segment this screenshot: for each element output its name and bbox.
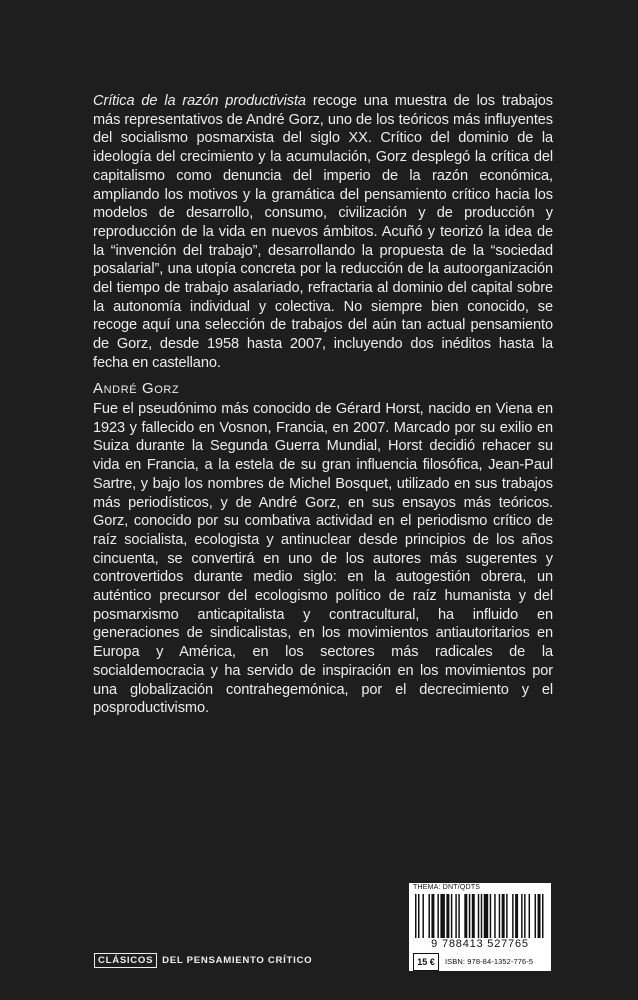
author-bio: Fue el pseudónimo más conocido de Gérard Horst, nacido en Viena en 1923 y fallecido en Vosnon, Francia, en 2007. Marcado por su exilio en Suiza durante la Segunda Guerra Mundial, Horst decidió rehacer su vida en Francia, a la estela de su gran influencia filosófica, Jean-Paul Sartre, y bajo los nombres de Michel Bosquet, utilizado en sus trabajos más periodísticos, y de André Gorz, en sus ensayos más teóricos. Gorz, conocido por su combativa actividad en el periodismo crítico de raíz socialista, ecologista y antinuclear desde principios de los años cincuenta, se convertirá en uno de los autores más sugerentes y controvertidos durante medio siglo: en la autogestión obrera, un auténtico precursor del ecologismo político de raíz humanista y del posmarxismo anticapitalista y contracultural, ha influido en generaciones de sindicalistas, en los movimientos antiautoritarios en Europa y América, en los sectores más radicales de la socialdemocracia y ha servido de inspiración en los movimientos por una globalización contrahegemónica, por el decrecimiento y el posproductivismo.	[93, 401, 553, 717]
barcode-panel	[409, 883, 551, 971]
series-rest: DEL PENSAMIENTO CRÍTICO	[162, 955, 313, 966]
thema-code: THEMA: DNT/QDTS	[413, 884, 481, 891]
barcode-icon	[415, 894, 545, 938]
isbn-label: ISBN: 978-84-1352-776-5	[445, 957, 534, 966]
author-heading: André Gorz	[93, 380, 180, 397]
book-title-italic: Crítica de la razón productivista	[93, 93, 306, 109]
synopsis-text: recoge una muestra de los trabajos más representativos de André Gorz, uno de los teóricos más influyentes del socialismo posmarxista del siglo XX. Crítico del dominio de la ideología del crecimiento y la acumulación, Gorz desplegó la crítica del capitalismo como denuncia del imperio de la razón económica, ampliando los motivos y la gramática del pensamiento crítico hacia los modelos de desarrollo, consumo, civilización y de producción y reproducción de la vida en nuevos ámbitos. Acuñó y teorizó la idea de la “invención del trabajo”, desarrollando la propuesta de la “sociedad posalarial”, una utopía concreta por la reducción de la autoorganización del tiempo de trabajo asalariado, refractaria al dominio del capital sobre la autonomía individual y colectiva. No siempre bien conocido, se recoge aquí una selección de trabajos del aún tan actual pensamiento de Gorz, desde 1958 hasta 2007, incluyendo dos inéditos hasta la fecha en castellano.	[93, 93, 553, 371]
synopsis-paragraph	[93, 92, 553, 373]
barcode-digits: 9 788413 527765	[431, 938, 529, 950]
series-label	[94, 953, 312, 968]
price-label: 15 €	[413, 953, 439, 971]
series-boxed-word: CLÁSICOS	[94, 953, 157, 968]
